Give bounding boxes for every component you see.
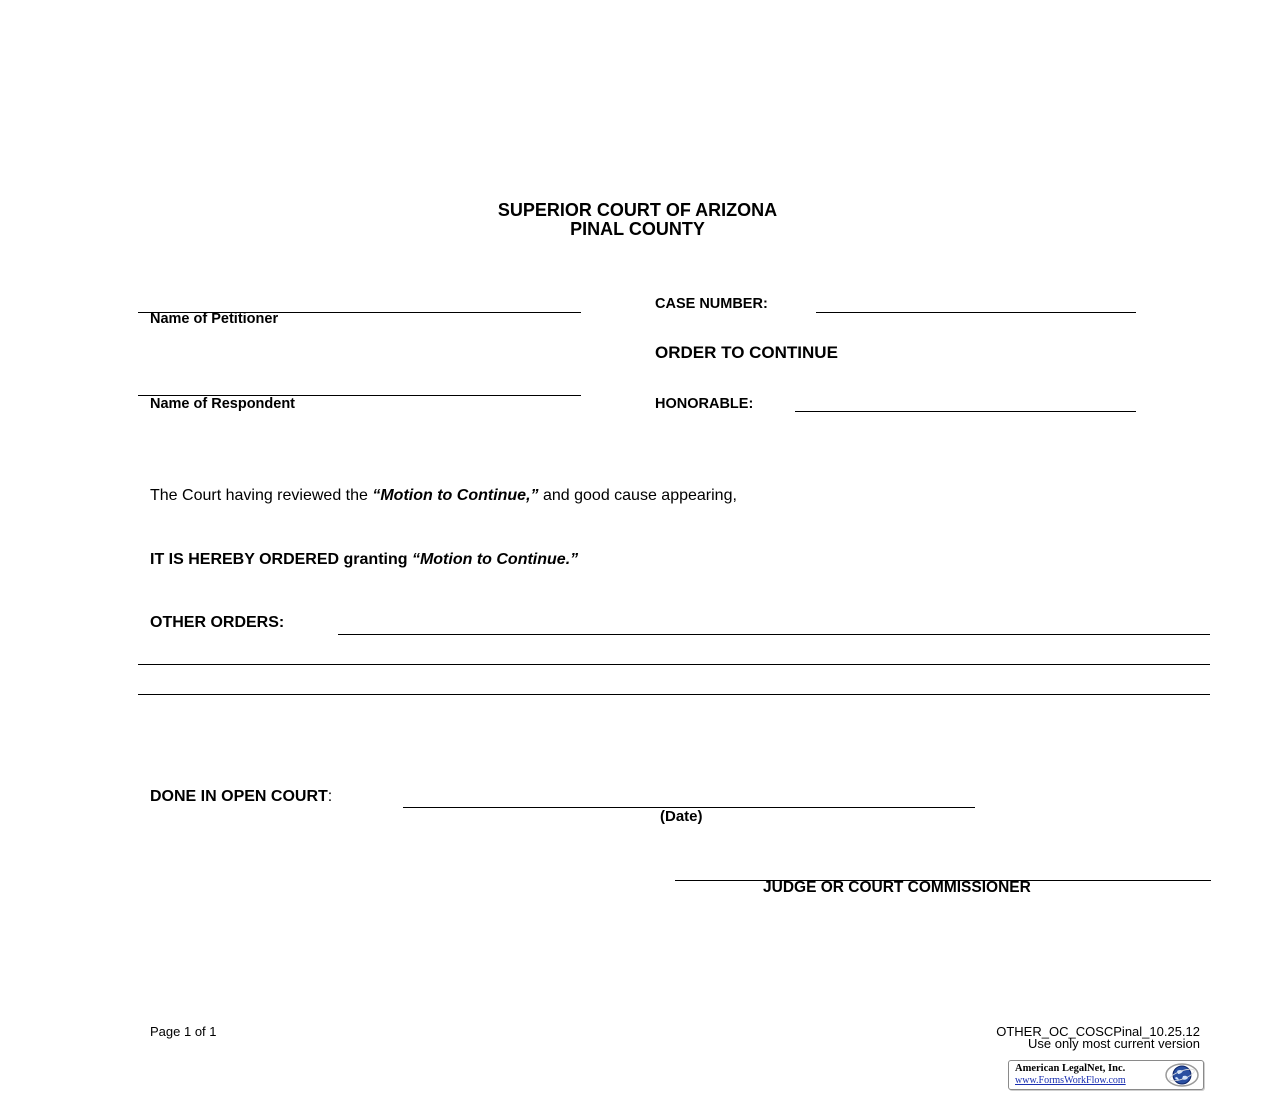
ordered-motion: “Motion to Continue.” bbox=[411, 551, 579, 568]
americanlegalnet-logo bbox=[1008, 1060, 1204, 1090]
review-statement bbox=[150, 487, 737, 505]
done-label: DONE IN OPEN COURT bbox=[150, 788, 328, 805]
respondent-label: Name of Respondent bbox=[150, 396, 296, 412]
page-number: Page 1 of 1 bbox=[150, 1024, 217, 1039]
done-in-open-court bbox=[150, 788, 332, 806]
honorable-label: HONORABLE: bbox=[655, 396, 754, 412]
order-statement bbox=[150, 551, 578, 569]
judge-label: JUDGE OR COURT COMMISSIONER bbox=[763, 879, 1031, 896]
document-title: ORDER TO CONTINUE bbox=[655, 343, 838, 362]
other-orders-line-2[interactable] bbox=[138, 664, 1210, 665]
done-colon: : bbox=[327, 788, 333, 805]
ordered-prefix: IT IS HEREBY ORDERED granting bbox=[150, 551, 412, 568]
logo-url[interactable]: www.FormsWorkFlow.com bbox=[1015, 1075, 1126, 1086]
honorable-line[interactable] bbox=[795, 411, 1136, 412]
logo-company-name: American LegalNet, Inc. bbox=[1015, 1063, 1126, 1074]
court-name: SUPERIOR COURT OF ARIZONA bbox=[497, 200, 778, 220]
petitioner-label: Name of Petitioner bbox=[150, 311, 279, 327]
review-motion: “Motion to Continue,” bbox=[372, 487, 539, 504]
other-orders-label: OTHER ORDERS: bbox=[150, 614, 285, 631]
county-name: PINAL COUNTY bbox=[570, 219, 705, 239]
globe-icon bbox=[1164, 1062, 1200, 1088]
form-id: OTHER_OC_COSCPinal_10.25.12 bbox=[996, 1024, 1200, 1039]
other-orders-line-1[interactable] bbox=[338, 634, 1210, 635]
other-orders-line-3[interactable] bbox=[138, 694, 1210, 695]
case-number-line[interactable] bbox=[816, 312, 1136, 313]
date-label: (Date) bbox=[660, 808, 703, 825]
case-number-label: CASE NUMBER: bbox=[655, 296, 768, 312]
review-prefix: The Court having reviewed the bbox=[150, 487, 373, 504]
review-suffix: and good cause appearing, bbox=[538, 487, 737, 504]
version-note: Use only most current version bbox=[1028, 1036, 1200, 1051]
